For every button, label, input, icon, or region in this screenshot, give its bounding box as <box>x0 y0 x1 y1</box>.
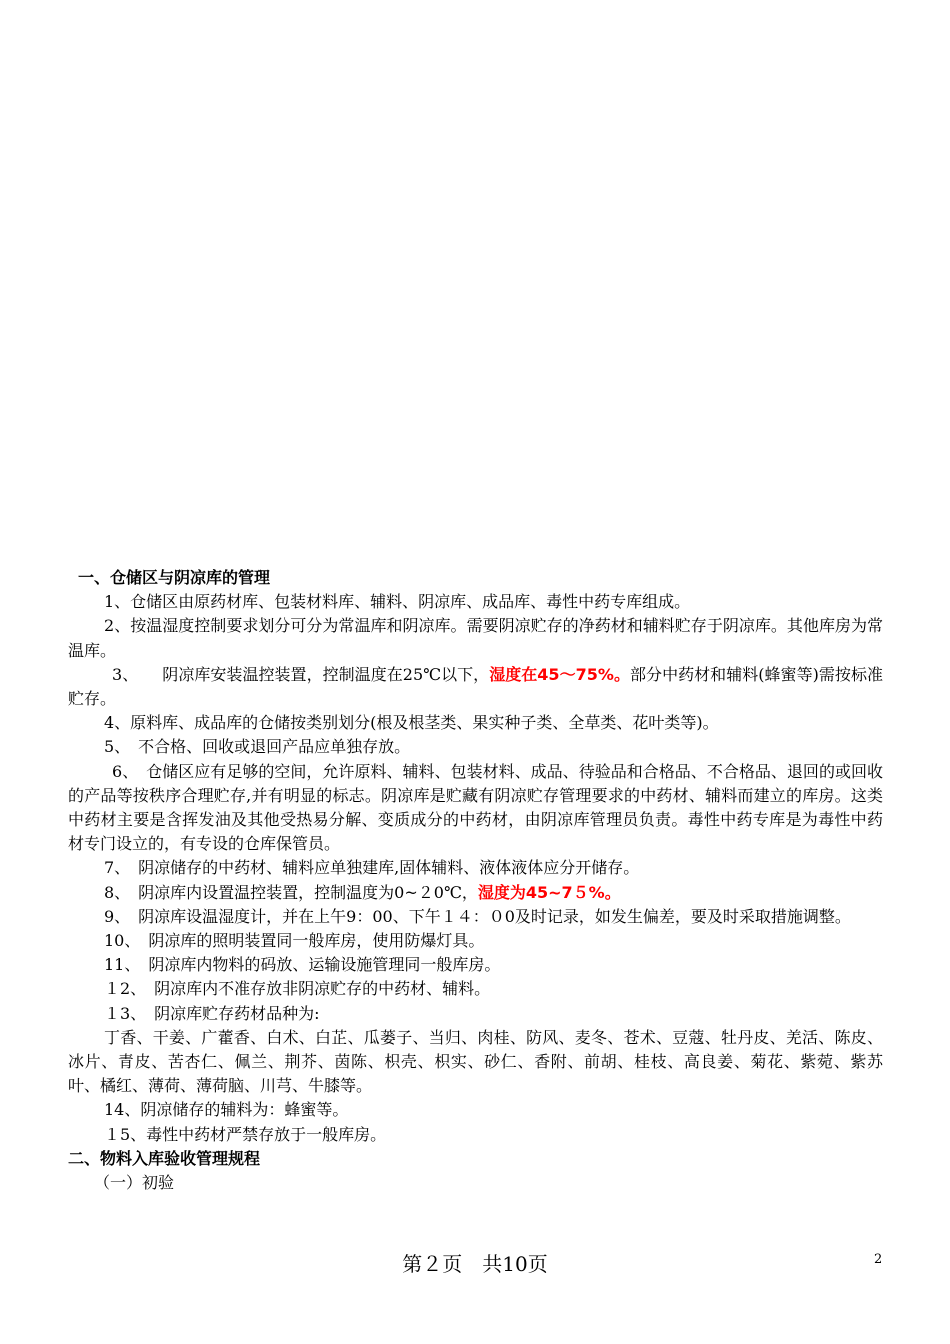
paragraph-3-text-a: 3、 阴凉库安装温控装置，控制温度在25℃以下， <box>112 664 490 684</box>
paragraph-14: 14、阴凉储存的辅料为：蜂蜜等。 <box>104 1100 349 1120</box>
paragraph-3 <box>68 663 883 711</box>
paragraph-3-highlight: 湿度在45～75%。 <box>489 664 630 684</box>
paragraph-6: 6、 仓储区应有足够的空间，允许原料、辅料、包装材料、成品、待验品和合格品、不合格品、退回的或回收的产品等按秩序合理贮存,并有明显的标志。阴凉库是贮藏有阴凉贮存管理要求的中药材、辅料而建立的库房。这类中药材主要是含挥发油及其他受热易分解、变质成分的中药材，由阴凉库管理员负责。毒性中药专库是为毒性中药材专门设立的，有专设的仓库保管员。 <box>68 761 883 854</box>
section-1-heading: 一、仓储区与阴凉库的管理 <box>78 568 271 587</box>
paragraph-4: 4、原料库、成品库的仓储按类别划分(根及根茎类、果实种子类、全草类、花叶类等)。 <box>104 713 719 733</box>
paragraph-13: １3、 阴凉库贮存药材品种为: <box>104 1003 320 1023</box>
paragraph-9: 9、 阴凉库设温湿度计，并在上午9：00、下午１４：０0及时记录，如发生偏差，要及时采取措施调整。 <box>104 906 851 926</box>
document-body <box>68 566 883 1195</box>
paragraph-8-highlight: 湿度为45~7５%。 <box>477 882 621 902</box>
page-number: 2 <box>874 1252 883 1267</box>
subsection-1-heading: （一）初验 <box>94 1173 175 1193</box>
paragraph-10: 10、 阴凉库的照明装置同一般库房，使用防爆灯具。 <box>104 931 485 951</box>
paragraph-1: 1、仓储区由原药材库、包装材料库、辅料、阴凉库、成品库、毒性中药专库组成。 <box>104 592 691 612</box>
paragraph-11: 11、 阴凉库内物料的码放、运输设施管理同一般库房。 <box>104 955 501 975</box>
page-footer: 第２页 共10页 <box>402 1252 548 1276</box>
paragraph-8-text: 8、 阴凉库内设置温控装置，控制温度为0~２0℃， <box>104 882 478 902</box>
paragraph-13-list: 丁香、干姜、广藿香、白术、白芷、瓜蒌子、当归、肉桂、防风、麦冬、苍术、豆蔻、牡丹皮、羌活、陈皮、冰片、青皮、苦杏仁、佩兰、荆芥、茵陈、枳壳、枳实、砂仁、香附、前胡、桂枝、高良姜、菊花、紫菀、紫苏叶、橘红、薄荷、薄荷脑、川芎、牛膝等。 <box>68 1027 883 1096</box>
paragraph-2: 2、按温湿度控制要求划分可分为常温库和阴凉库。需要阴凉贮存的净药材和辅料贮存于阴凉库。其他库房为常温库。 <box>68 616 883 660</box>
paragraph-12: １2、 阴凉库内不准存放非阴凉贮存的中药材、辅料。 <box>104 979 491 999</box>
paragraph-7: 7、 阴凉储存的中药材、辅料应单独建库,固体辅料、液体液体应分开储存。 <box>104 858 640 878</box>
paragraph-15: １5、毒性中药材严禁存放于一般库房。 <box>104 1124 387 1144</box>
section-2-heading: 二、物料入库验收管理规程 <box>68 1148 261 1168</box>
paragraph-8 <box>68 881 883 905</box>
paragraph-5: 5、 不合格、回收或退回产品应单独存放。 <box>104 737 411 757</box>
paragraph-3-text-b: 部分中药材和辅料(蜂蜜等)需按标准贮存。 <box>68 664 883 709</box>
